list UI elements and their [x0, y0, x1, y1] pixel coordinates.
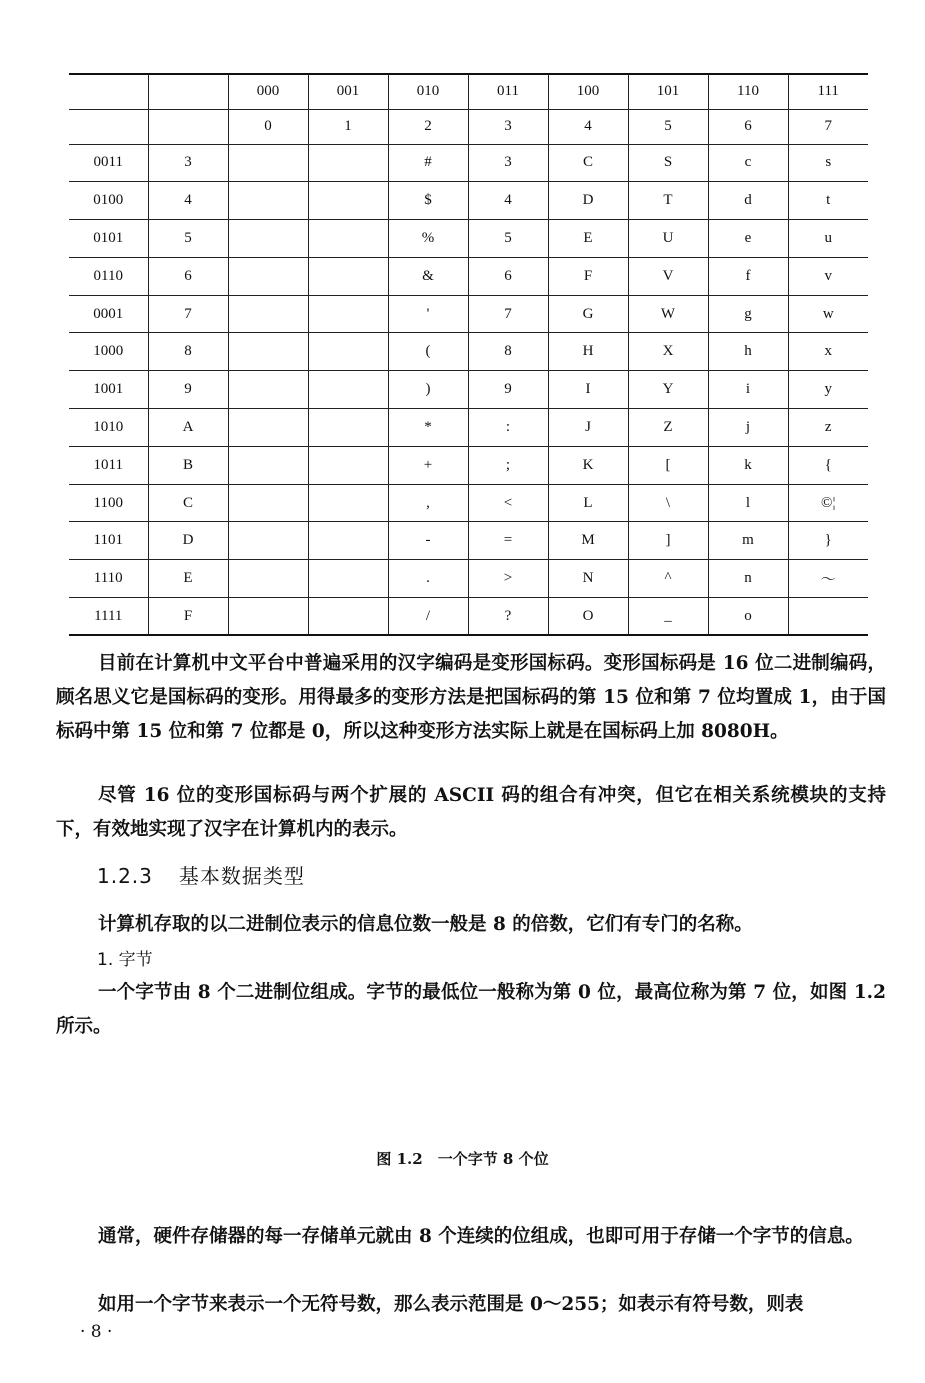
- table-cell: i: [708, 371, 788, 409]
- paragraph-byte-definition: 一个字节由 8 个二进制位组成。字节的最低位一般称为第 0 位，最高位称为第 7 位，如图 1.2 所示。: [56, 982, 886, 1037]
- table-cell: Y: [628, 371, 708, 409]
- table-cell: [228, 144, 308, 182]
- table-cell: _: [628, 598, 708, 636]
- table-row: [69, 522, 868, 560]
- table-cell: 3: [148, 144, 228, 182]
- table-cell: c: [708, 144, 788, 182]
- table-cell: [308, 182, 388, 220]
- table-header-row: [69, 109, 868, 144]
- table-cell: 8: [468, 333, 548, 371]
- table-cell: 5: [628, 109, 708, 144]
- table-cell: [148, 74, 228, 109]
- table-cell: [308, 333, 388, 371]
- table-cell: U: [628, 220, 708, 258]
- page-number: · 8 ·: [80, 1322, 113, 1342]
- table-cell: $: [388, 182, 468, 220]
- table-cell: F: [548, 257, 628, 295]
- table-cell: k: [708, 446, 788, 484]
- table-cell: 0001: [69, 295, 148, 333]
- table-cell: [148, 109, 228, 144]
- table-cell: x: [788, 333, 868, 371]
- table-cell: ]: [628, 522, 708, 560]
- table-cell: ): [388, 371, 468, 409]
- table-cell: I: [548, 371, 628, 409]
- table-cell: K: [548, 446, 628, 484]
- table-cell: C: [548, 144, 628, 182]
- table-cell: [228, 484, 308, 522]
- table-cell: 6: [468, 257, 548, 295]
- table-cell: 4: [148, 182, 228, 220]
- table-cell: 1110: [69, 560, 148, 598]
- paragraph-variant-gb-code: 目前在计算机中文平台中普遍采用的汉字编码是变形国标码。变形国标码是 16 位二进制编码，顾名思义它是国标码的变形。用得最多的变形方法是把国标码的第 15 位和第 7 位均置成 1，由于国标码中第 15 位和第 7 位都是 0，所以这种变形方法实际上就是在国标码上加 8080H。: [56, 653, 886, 742]
- table-cell: [308, 257, 388, 295]
- table-cell: 4: [468, 182, 548, 220]
- table-row: [69, 598, 868, 636]
- table-cell: j: [708, 409, 788, 447]
- table-cell: -: [388, 522, 468, 560]
- table-cell: ': [388, 295, 468, 333]
- table-cell: :: [468, 409, 548, 447]
- table-cell: ～: [788, 560, 868, 598]
- table-cell: [228, 333, 308, 371]
- table-cell: >: [468, 560, 548, 598]
- table-cell: G: [548, 295, 628, 333]
- table-cell: L: [548, 484, 628, 522]
- table-cell: [228, 446, 308, 484]
- table-row: [69, 257, 868, 295]
- table-cell: 011: [468, 74, 548, 109]
- table-cell: W: [628, 295, 708, 333]
- table-cell: [308, 409, 388, 447]
- table-cell: [308, 484, 388, 522]
- table-cell: 0011: [69, 144, 148, 182]
- table-cell: %: [388, 220, 468, 258]
- table-cell: A: [148, 409, 228, 447]
- table-cell: /: [388, 598, 468, 636]
- table-cell: ,: [388, 484, 468, 522]
- table-row: [69, 182, 868, 220]
- table-cell: Z: [628, 409, 708, 447]
- table-cell: }: [788, 522, 868, 560]
- table-cell: [228, 257, 308, 295]
- table-cell: ©¦: [788, 484, 868, 522]
- table-cell: y: [788, 371, 868, 409]
- ascii-code-table: [69, 73, 868, 636]
- table-cell: M: [548, 522, 628, 560]
- table-cell: T: [628, 182, 708, 220]
- table-cell: &: [388, 257, 468, 295]
- table-row: [69, 371, 868, 409]
- table-cell: [228, 295, 308, 333]
- table-cell: 100: [548, 74, 628, 109]
- table-cell: +: [388, 446, 468, 484]
- table-cell: e: [708, 220, 788, 258]
- paragraph-value-range: 如用一个字节来表示一个无符号数，那么表示范围是 0～255；如表示有符号数，则表: [98, 1294, 804, 1315]
- table-cell: S: [628, 144, 708, 182]
- table-cell: X: [628, 333, 708, 371]
- table-cell: 1101: [69, 522, 148, 560]
- table-cell: .: [388, 560, 468, 598]
- table-cell: [228, 409, 308, 447]
- table-cell: =: [468, 522, 548, 560]
- subsection-heading: 1. 字节: [97, 950, 153, 970]
- table-cell: n: [708, 560, 788, 598]
- table-row: [69, 333, 868, 371]
- table-cell: l: [708, 484, 788, 522]
- table-cell: 5: [468, 220, 548, 258]
- table-cell: [308, 598, 388, 636]
- table-cell: J: [548, 409, 628, 447]
- figure-caption: 图 1.2 一个字节 8 个位: [376, 1150, 549, 1168]
- table-cell: 0100: [69, 182, 148, 220]
- table-cell: V: [628, 257, 708, 295]
- table-cell: {: [788, 446, 868, 484]
- section-number: 1.2.3: [97, 864, 153, 888]
- table-cell: h: [708, 333, 788, 371]
- table-cell: 001: [308, 74, 388, 109]
- table-cell: 7: [788, 109, 868, 144]
- table-cell: \: [628, 484, 708, 522]
- table-cell: 0101: [69, 220, 148, 258]
- table-cell: 9: [468, 371, 548, 409]
- table-cell: u: [788, 220, 868, 258]
- table-cell: 1000: [69, 333, 148, 371]
- table-cell: C: [148, 484, 228, 522]
- table-cell: N: [548, 560, 628, 598]
- table-cell: ;: [468, 446, 548, 484]
- table-cell: [308, 144, 388, 182]
- table-cell: v: [788, 257, 868, 295]
- table-cell: <: [468, 484, 548, 522]
- table-cell: 2: [388, 109, 468, 144]
- table-cell: [228, 522, 308, 560]
- table-cell: [308, 371, 388, 409]
- table-cell: *: [388, 409, 468, 447]
- paragraph-storage-unit: 通常，硬件存储器的每一存储单元就由 8 个连续的位组成，也即可用于存储一个字节的信息。: [98, 1226, 864, 1247]
- table-cell: (: [388, 333, 468, 371]
- table-cell: ^: [628, 560, 708, 598]
- table-row: [69, 220, 868, 258]
- table-cell: 8: [148, 333, 228, 371]
- table-cell: 110: [708, 74, 788, 109]
- table-cell: [69, 74, 148, 109]
- table-cell: 3: [468, 144, 548, 182]
- table-cell: [228, 220, 308, 258]
- table-cell: [228, 182, 308, 220]
- table-cell: D: [148, 522, 228, 560]
- table-cell: #: [388, 144, 468, 182]
- table-cell: E: [548, 220, 628, 258]
- table-cell: o: [708, 598, 788, 636]
- table-cell: 9: [148, 371, 228, 409]
- table-cell: 111: [788, 74, 868, 109]
- table-cell: 000: [228, 74, 308, 109]
- table-cell: [308, 295, 388, 333]
- table-cell: H: [548, 333, 628, 371]
- table-cell: [: [628, 446, 708, 484]
- table-cell: 1: [308, 109, 388, 144]
- table-cell: B: [148, 446, 228, 484]
- table-row: [69, 560, 868, 598]
- table-cell: 1011: [69, 446, 148, 484]
- table-header-row: [69, 74, 868, 109]
- section-title: 基本数据类型: [178, 864, 305, 888]
- table-cell: E: [148, 560, 228, 598]
- table-row: [69, 144, 868, 182]
- table-cell: 1100: [69, 484, 148, 522]
- table-cell: m: [708, 522, 788, 560]
- table-cell: ?: [468, 598, 548, 636]
- table-row: [69, 484, 868, 522]
- table-cell: 1010: [69, 409, 148, 447]
- table-cell: 4: [548, 109, 628, 144]
- table-row: [69, 409, 868, 447]
- table-cell: 7: [148, 295, 228, 333]
- section-heading: [97, 860, 305, 889]
- table-cell: 6: [708, 109, 788, 144]
- table-cell: F: [148, 598, 228, 636]
- table-cell: 6: [148, 257, 228, 295]
- table-cell: [308, 522, 388, 560]
- table-cell: 1111: [69, 598, 148, 636]
- table-cell: 3: [468, 109, 548, 144]
- table-cell: 7: [468, 295, 548, 333]
- table-cell: s: [788, 144, 868, 182]
- table-cell: 0: [228, 109, 308, 144]
- table-cell: f: [708, 257, 788, 295]
- table-cell: [228, 371, 308, 409]
- table-cell: 101: [628, 74, 708, 109]
- table-cell: t: [788, 182, 868, 220]
- table-cell: [228, 598, 308, 636]
- table-cell: z: [788, 409, 868, 447]
- table-row: [69, 446, 868, 484]
- paragraph-data-units: 计算机存取的以二进制位表示的信息位数一般是 8 的倍数，它们有专门的名称。: [98, 914, 753, 935]
- table-cell: [788, 598, 868, 636]
- table-cell: g: [708, 295, 788, 333]
- table-cell: 010: [388, 74, 468, 109]
- table-row: [69, 295, 868, 333]
- table-cell: 0110: [69, 257, 148, 295]
- table-cell: [69, 109, 148, 144]
- table-cell: 5: [148, 220, 228, 258]
- table-cell: 1001: [69, 371, 148, 409]
- table-cell: d: [708, 182, 788, 220]
- table-cell: D: [548, 182, 628, 220]
- paragraph-conflict-note: 尽管 16 位的变形国标码与两个扩展的 ASCII 码的组合有冲突，但它在相关系统模块的支持下，有效地实现了汉字在计算机内的表示。: [56, 785, 886, 840]
- table-cell: [308, 560, 388, 598]
- table-cell: w: [788, 295, 868, 333]
- table-cell: O: [548, 598, 628, 636]
- table-cell: [308, 446, 388, 484]
- table-cell: [308, 220, 388, 258]
- table-cell: [228, 560, 308, 598]
